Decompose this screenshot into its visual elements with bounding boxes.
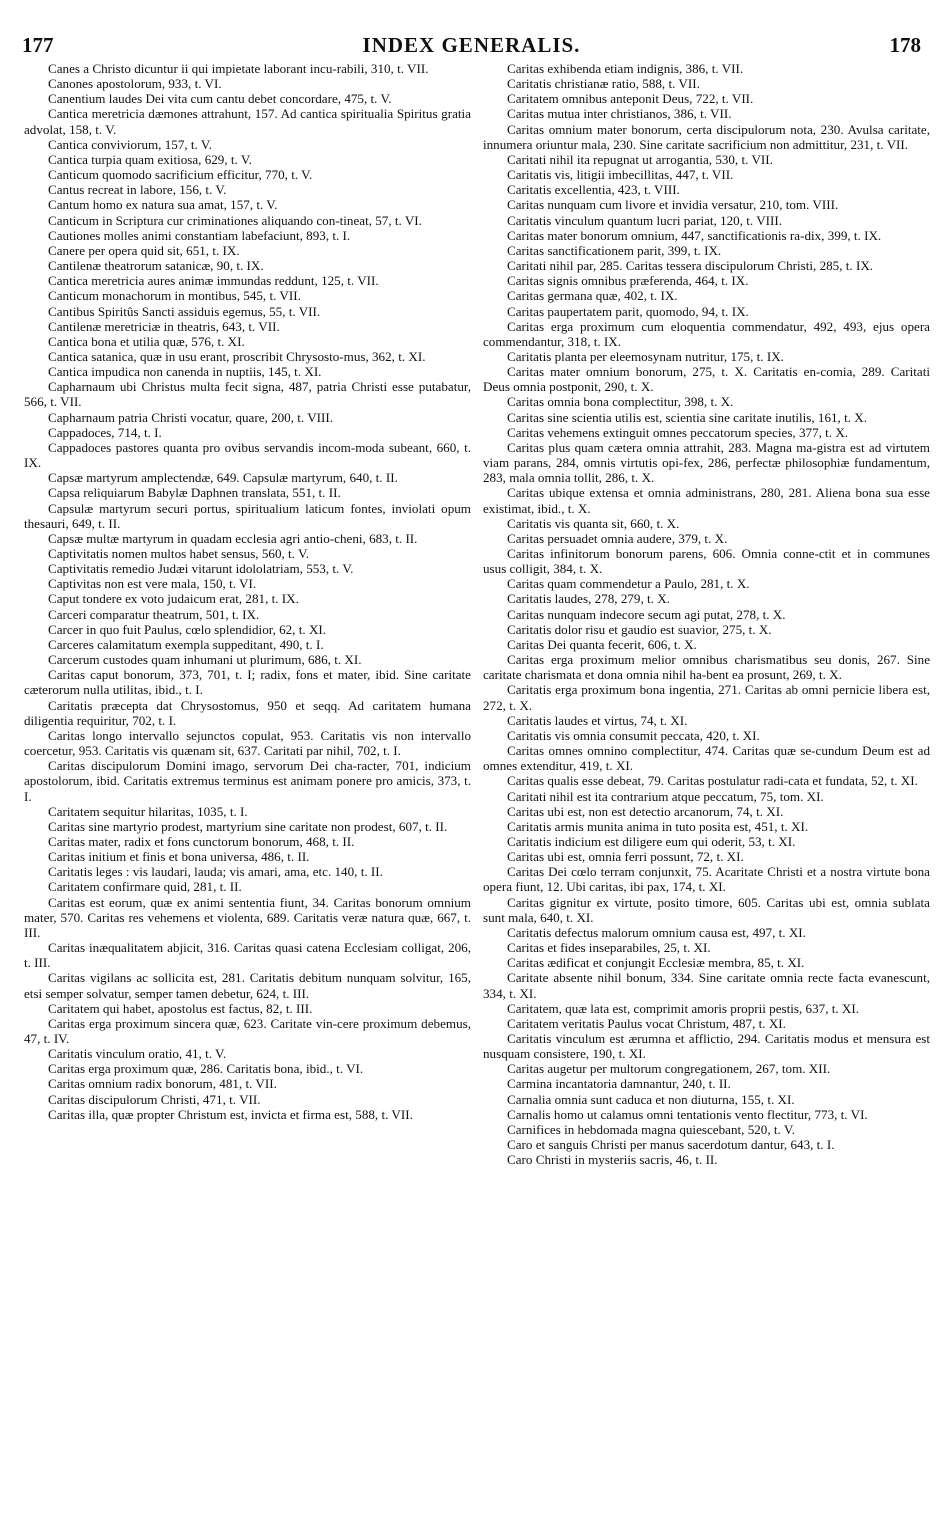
index-entry: Caritas longo intervallo sejunctos copulat, 953. Caritatis vis non intervallo coercetur, 953. Caritatis vis quænam sit, 637. Caritati par nihil, 702, t. I. [24,727,471,759]
index-entry: Capharnaum ubi Christus multa fecit signa, 487, patria Christi esse putabatur, 566, t. VII. [24,379,471,410]
index-entry: Caritas Dei cœlo terram conjunxit, 75. Acaritate Christi et a nostra virtute bona opera fiunt, 12. Ubi caritas, ibi pax, 174, t. XI. [483,864,930,895]
index-entry: Caritas nunquam indecore secum agi putat, 278, t. X. [507,606,786,622]
index-entry: Caritas mutua inter christianos, 386, t. VII. [507,106,732,122]
index-entry: Caritas paupertatem parit, quomodo, 94, t. IX. [507,303,749,319]
index-entry: Caritas sanctificationem parit, 399, t. IX. [507,242,722,258]
index-entry: Cantilenæ meretriciæ in theatris, 643, t. VII. [48,318,280,334]
index-entry: Caritas omnium mater bonorum, certa discipulorum nota, 230. Avulsa caritate, innumera oriuntur mala, 230. Sine caritate sacrificium non admittitur, 231, t. VII. [483,121,930,152]
index-entry: Cantica turpia quam exitiosa, 629, t. V. [48,151,252,167]
index-entry: Caritatis vis, litigii imbecillitas, 447, t. VII. [507,167,734,183]
index-entry: Caritatis excellentia, 423, t. VIII. [507,182,680,198]
page-number-right: 178 [889,33,921,57]
index-entry: Cautiones molles animi constantiam labefaciunt, 893, t. I. [48,227,351,243]
index-entry: Caritas vehemens extinguit omnes peccatorum species, 377, t. X. [507,424,849,440]
index-entry: Caritas omnia bona complectitur, 398, t. X. [507,394,734,410]
index-entry: Caritatis vis omnia consumit peccata, 420, t. XI. [507,727,760,743]
index-entry: Caritas initium et finis et bona universa, 486, t. II. [48,849,310,865]
index-entry: Caritatis vis quanta sit, 660, t. X. [507,515,680,531]
index-entry: Capsæ multæ martyrum in quadam ecclesia agri antio-cheni, 683, t. II. [48,530,418,546]
index-entry: Caritatis planta per eleemosynam nutritur, 175, t. IX. [507,348,784,364]
index-entry: Canticum quomodo sacrificium efficitur, 770, t. V. [48,167,313,183]
index-entry: Caritati nihil est ita contrarium atque peccatum, 75, tom. XI. [507,788,824,804]
index-entry: Caritatem veritatis Paulus vocat Christum, 487, t. XI. [507,1015,786,1031]
index-entry: Canentium laudes Dei vita cum cantu debet concordare, 475, t. V. [48,91,392,107]
index-entry: Caritatis dolor risu et gaudio est suavior, 275, t. X. [507,621,772,637]
index-entry: Caritas ubi est, omnia ferri possunt, 72, t. XI. [507,849,744,865]
index-entry: Capharnaum patria Christi vocatur, quare, 200, t. VIII. [48,409,334,425]
index-entry: Canes a Christo dicuntur ii qui impietate laborant incu-rabili, 310, t. VII. [48,61,429,76]
index-entry: Caritas vigilans ac sollicita est, 281. Caritatis debitum nunquam solvitur, 165, etsi semper solvatur, semper tamen debetur, 624, t. III. [24,970,471,1001]
index-entry: Caro Christi in mysteriis sacris, 46, t. II. [507,1152,718,1168]
index-entry: Carcer in quo fuit Paulus, cœlo splendidior, 62, t. XI. [48,621,327,637]
index-entry: Caro et sanguis Christi per manus sacerdotum dantur, 643, t. I. [507,1137,835,1153]
index-entry: Caput tondere ex voto judaicum erat, 281, t. IX. [48,591,299,607]
index-entry: Caritas omnes omnino complectitur, 474. Caritas quæ se-cundum Deum est ad omnes extenditur, 419, t. XI. [483,743,930,774]
index-entry: Caritas omnium radix bonorum, 481, t. VII. [48,1076,277,1092]
index-entry: Caritatis vinculum quantum lucri pariat, 120, t. VIII. [507,212,783,228]
index-entry: Cappadoces pastores quanta pro ovibus servandis incom-moda subeant, 660, t. IX. [24,439,471,471]
index-entry: Cantica meretricia aures animæ immundas reddunt, 125, t. VII. [48,273,379,289]
index-entry: Captivitas non est vere mala, 150, t. VI. [48,576,257,592]
index-entry: Caritas germana quæ, 402, t. IX. [507,288,678,304]
index-entry: Canticum in Scriptura cur criminationes aliquando con-tineat, 57, t. VI. [48,212,422,228]
index-entry: Carnalis homo ut calamus omni tentationis vento flectitur, 773, t. VI. [507,1106,868,1122]
index-entry: Caritatis vinculum est ærumna et afflictio, 294. Caritatis modus et mensura est nusquam consistere, 190, t. XI. [483,1031,930,1062]
index-entry: Carceres calamitatum exempla suppeditant, 490, t. I. [48,636,324,652]
index-entry: Caritati nihil par, 285. Caritas tessera discipulorum Christi, 285, t. IX. [507,258,874,274]
index-entry: Caritatis laudes et virtus, 74, t. XI. [507,712,688,728]
index-entry: Caritas ubi est, non est detectio arcanorum, 74, t. XI. [507,803,784,819]
index-entry: Carnalia omnia sunt caduca et non diuturna, 155, t. XI. [507,1091,795,1107]
index-entry: Caritatem, quæ lata est, comprimit amoris proprii pestis, 637, t. XI. [507,1000,860,1016]
index-entry: Cantibus Spiritûs Sancti assiduis egemus, 55, t. VII. [48,303,321,319]
index-entry: Caritas caput bonorum, 373, 701, t. I; radix, fons et mater, ibid. Sine caritate cæterorum nulla utilitas, ibid., t. I. [24,667,471,698]
index-entry: Cantica meretricia dæmones attrahunt, 157. Ad cantica spiritualia Spiritus gratia advolat, 158, t. V. [24,106,471,137]
index-entry: Caritate absente nihil bonum, 334. Sine caritate omnia recte facta evanescunt, 334, t. XI. [483,970,930,1001]
index-entry: Captivitatis remedio Judæi vitarunt idololatriam, 553, t. V. [48,561,354,577]
index-entry: Cappadoces, 714, t. I. [48,424,162,440]
index-entry: Carceri comparatur theatrum, 501, t. IX. [48,606,260,622]
index-entry: Caritas erga proximum cum eloquentia commendatur, 492, 493, ejus opera commendantur, 318, t. IX. [483,318,930,349]
index-entry: Cantica satanica, quæ in usu erant, proscribit Chrysosto-mus, 362, t. XI. [48,348,426,364]
index-entry: Capsulæ martyrum securi portus, spiritualium laticum fontes, inviolati opum thesauri, 649, t. II. [24,500,471,531]
index-entry: Caritas discipulorum Christi, 471, t. VII. [48,1091,261,1107]
index-entry: Caritas exhibenda etiam indignis, 386, t. VII. [507,61,744,76]
index-entry: Caritatem qui habet, apostolus est factus, 82, t. III. [48,1000,313,1016]
index-entry: Capsa reliquiarum Babylæ Daphnen translata, 551, t. II. [48,485,341,501]
index-entry: Carmina incantatoria damnantur, 240, t. II. [507,1076,731,1092]
index-entry: Caritas illa, quæ propter Christum est, invicta et firma est, 588, t. VII. [48,1106,413,1122]
index-entry: Caritatis erga proximum bona ingentia, 271. Caritas ab omni pernicie libera est, 272, t. X. [483,682,930,713]
index-entry: Caritas erga proximum quæ, 286. Caritatis bona, ibid., t. VI. [48,1061,364,1077]
index-entry: Caritas ubique extensa et omnia administrans, 280, 281. Aliena bona sua esse existimat, ibid., t. X. [483,485,930,516]
index-entry: Caritas Dei quanta fecerit, 606, t. X. [507,636,697,652]
index-entry: Carnifices in hebdomada magna quiescebant, 520, t. V. [507,1121,795,1137]
index-entry: Cantica impudica non canenda in nuptiis, 145, t. XI. [48,364,322,380]
index-entry: Caritatis indicium est diligere eum qui oderit, 53, t. XI. [507,833,796,849]
index-entry: Caritas mater omnium bonorum, 275, t. X. Caritatis en-comia, 289. Caritati Deus omnia postponit, 290, t. X. [483,364,930,395]
index-entry: Caritatis christianæ ratio, 588, t. VII. [507,76,700,92]
index-entry: Caritas est eorum, quæ ex animi sententia fiunt, 34. Caritas bonorum omnium mater, 570. Caritas res vehemens et violenta, 689. Caritatis veræ natura quæ, 667, t. III. [24,894,471,940]
index-entry: Caritatis præcepta dat Chrysostomus, 950 et seqq. Ad caritatem humana diligentia requiritur, 702, t. I. [24,697,471,728]
index-entry: Carcerum custodes quam inhumani ut plurimum, 686, t. XI. [48,652,362,668]
index-entry: Cantica bona et utilia quæ, 576, t. XI. [48,333,245,349]
index-entry: Caritas discipulorum Domini imago, servorum Dei cha-racter, 701, indicium apostolorum, ibid. Caritatis extremus terminus est animam ponere pro amicis, 373, t. I. [24,758,471,804]
index-entry: Caritas erga proximum sincera quæ, 623. Caritate vin-cere proximum debemus, 47, t. IV. [24,1015,471,1046]
index-entry: Caritas augetur per multorum congregationem, 267, tom. XII. [507,1061,831,1077]
index-entry: Caritatis leges : vis laudari, lauda; vis amari, ama, etc. 140, t. II. [48,864,383,880]
index-entry: Caritas qualis esse debeat, 79. Caritas postulatur radi-cata et fundata, 52, t. XI. [507,773,918,789]
index-entry: Caritas signis omnibus præferenda, 464, t. IX. [507,273,749,289]
index-entry: Caritatis laudes, 278, 279, t. X. [507,591,670,607]
index-entry: Cantus recreat in labore, 156, t. V. [48,182,227,198]
index-entry: Cantum homo ex natura sua amat, 157, t. V. [48,197,278,213]
index-entry: Canere per opera quid sit, 651, t. IX. [48,242,240,258]
index-entry: Caritas erga proximum melior omnibus charismatibus seu donis, 267. Sine caritate charismata et dona omnia nihil ha-bent ea prosunt, 269, t. X. [483,652,930,683]
index-entry: Caritas et fides inseparabiles, 25, t. XI. [507,940,711,956]
index-entry: Caritas sine scientia utilis est, scientia sine caritate inutilis, 161, t. X. [507,409,868,425]
index-entry: Caritas mater bonorum omnium, 447, sanctificationis ra-dix, 399, t. IX. [507,227,882,243]
index-entry: Caritas inæqualitatem abjicit, 316. Caritas quasi catena Ecclesiam colligat, 206, t. III. [24,940,471,971]
running-header [22,33,921,57]
page-title: INDEX GENERALIS. [362,33,581,57]
index-entry: Caritas plus quam cætera omnia attrahit, 283. Magna ma-gistra est ad virtutem viam parans, 284, omnis virtutis opi-fex, 286, perfectæ philosophiæ fundamentum, 283, mala omnia tollit, 286, t. X. [483,439,930,486]
index-entry: Canones apostolorum, 933, t. VI. [48,76,222,92]
index-entry: Cantilenæ theatrorum satanicæ, 90, t. IX. [48,258,264,274]
index-entry: Caritati nihil ita repugnat ut arrogantia, 530, t. VII. [507,151,773,167]
index-entry: Caritas sine martyrio prodest, martyrium sine caritate non prodest, 607, t. II. [48,818,448,834]
index-entry: Caritas gignitur ex virtute, posito timore, 605. Caritas ubi est, omnia sublata sunt mala, 640, t. XI. [483,894,930,925]
index-entry: Caritas ædificat et conjungit Ecclesiæ membra, 85, t. XI. [507,955,805,971]
index-entry: Caritatem confirmare quid, 281, t. II. [48,879,242,895]
page-number-left: 177 [22,33,54,57]
index-entry: Canticum monachorum in montibus, 545, t. VII. [48,288,301,304]
index-entry: Caritas quam commendetur a Paulo, 281, t. X. [507,576,750,592]
index-entry: Caritatis vinculum oratio, 41, t. V. [48,1046,227,1062]
index-entry: Caritatis armis munita anima in tuto posita est, 451, t. XI. [507,818,809,834]
index-entry: Caritatis defectus malorum omnium causa est, 497, t. XI. [507,924,806,940]
index-column-left [24,61,471,1531]
index-column-right [483,61,930,1531]
index-entry: Captivitatis nomen multos habet sensus, 560, t. V. [48,546,310,561]
index-entry: Caritas mater, radix et fons cunctorum bonorum, 468, t. II. [48,833,355,849]
index-entry: Cantica conviviorum, 157, t. V. [48,136,212,152]
index-entry: Caritas persuadet omnia audere, 379, t. X. [507,530,728,546]
index-entry: Caritatem omnibus anteponit Deus, 722, t. VII. [507,91,754,107]
index-entry: Caritas nunquam cum livore et invidia versatur, 210, tom. VIII. [507,197,839,213]
index-entry: Caritatem sequitur hilaritas, 1035, t. I. [48,803,248,819]
index-entry: Caritas infinitorum bonorum parens, 606. Omnia conne-ctit et in communes usus colligit, 384, t. X. [483,546,930,577]
index-entry: Capsæ martyrum amplectendæ, 649. Capsulæ martyrum, 640, t. II. [48,470,398,486]
